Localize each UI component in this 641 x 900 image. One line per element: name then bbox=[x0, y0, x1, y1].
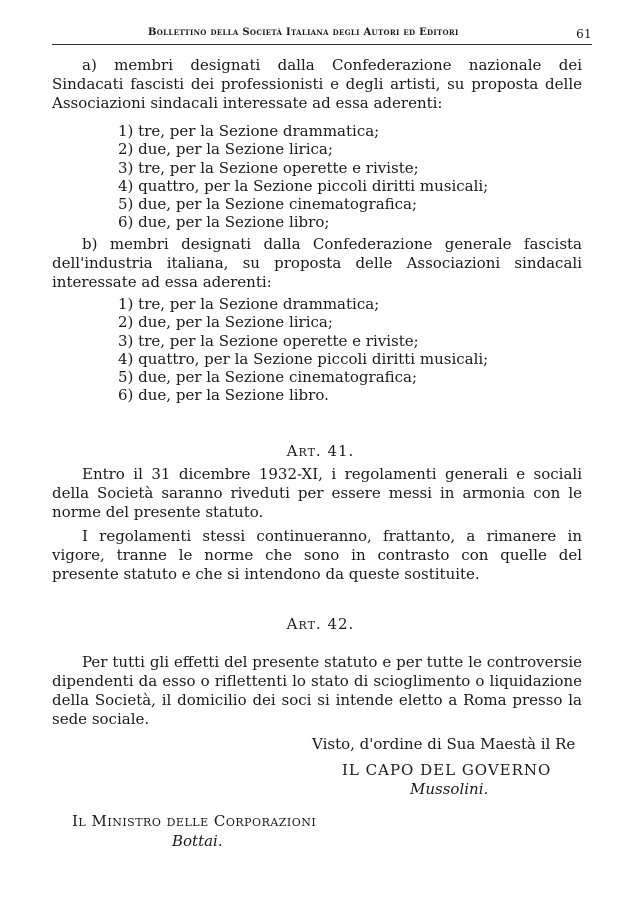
capo-del-governo-name: Mussolini. bbox=[410, 780, 489, 798]
section-b-intro: b) membri designati dalla Confederazione generale fascista dell'industria italiana, su proposta delle Associazioni sindacali interessate ad essa aderenti: bbox=[52, 235, 582, 291]
list-item: 3) tre, per la Sezione operette e riviste; bbox=[118, 158, 419, 177]
list-item: 6) due, per la Sezione libro; bbox=[118, 213, 330, 232]
list-item: 1) tre, per la Sezione drammatica; bbox=[118, 122, 380, 140]
ministro-title: Il Ministro delle Corporazioni bbox=[72, 812, 317, 830]
header-title: Bollettino della Società Italiana degli Autori ed Editori bbox=[148, 27, 459, 38]
visto-line: Visto, d'ordine di Sua Maestà il Re bbox=[312, 735, 576, 753]
ministro-name: Bottai. bbox=[172, 832, 223, 850]
list-item: 5) due, per la Sezione cinematografica; bbox=[118, 195, 418, 214]
list-item: 4) quattro, per la Sezione piccoli diritti musicali; bbox=[118, 176, 489, 195]
section-a-intro: a) membri designati dalla Confederazione nazionale dei Sindacati fascisti dei professionisti e degli artisti, su proposta delle Associazioni sindacali interessate ad essa aderenti: bbox=[52, 56, 582, 112]
page-number: 61 bbox=[576, 27, 592, 41]
article-41-heading: Art. 41. bbox=[286, 442, 355, 460]
section-a-list bbox=[118, 122, 488, 232]
running-header bbox=[52, 24, 592, 45]
list-item: 6) due, per la Sezione libro. bbox=[118, 386, 329, 405]
list-item: 5) due, per la Sezione cinematografica; bbox=[118, 368, 418, 387]
article-41-paragraph-2: I regolamenti stessi continueranno, frattanto, a rimanere in vigore, tranne le norme che sono in contrasto con quelle del presente statuto e che si intendono da queste sostituite. bbox=[52, 527, 582, 583]
article-41-paragraph-1: Entro il 31 dicembre 1932-XI, i regolamenti generali e sociali della Società saranno riveduti per essere messi in armonia con le norme del presente statuto. bbox=[52, 465, 582, 521]
list-item: 3) tre, per la Sezione operette e riviste; bbox=[118, 331, 419, 350]
list-item: 2) due, per la Sezione lirica; bbox=[118, 140, 333, 159]
list-item: 2) due, per la Sezione lirica; bbox=[118, 313, 333, 332]
list-item: 4) quattro, per la Sezione piccoli diritti musicali; bbox=[118, 349, 489, 368]
list-item: 1) tre, per la Sezione drammatica; bbox=[118, 295, 380, 313]
capo-del-governo-title: IL CAPO DEL GOVERNO bbox=[342, 761, 552, 779]
article-42-heading: Art. 42. bbox=[286, 615, 355, 633]
article-42-paragraph-1: Per tutti gli effetti del presente statuto e per tutte le controversie dipendenti da esso o riflettenti lo stato di scioglimento o liquidazione della Società, il domicilio dei soci si intende eletto a Roma presso la sede sociale. bbox=[52, 653, 582, 728]
section-b-list bbox=[118, 295, 488, 405]
